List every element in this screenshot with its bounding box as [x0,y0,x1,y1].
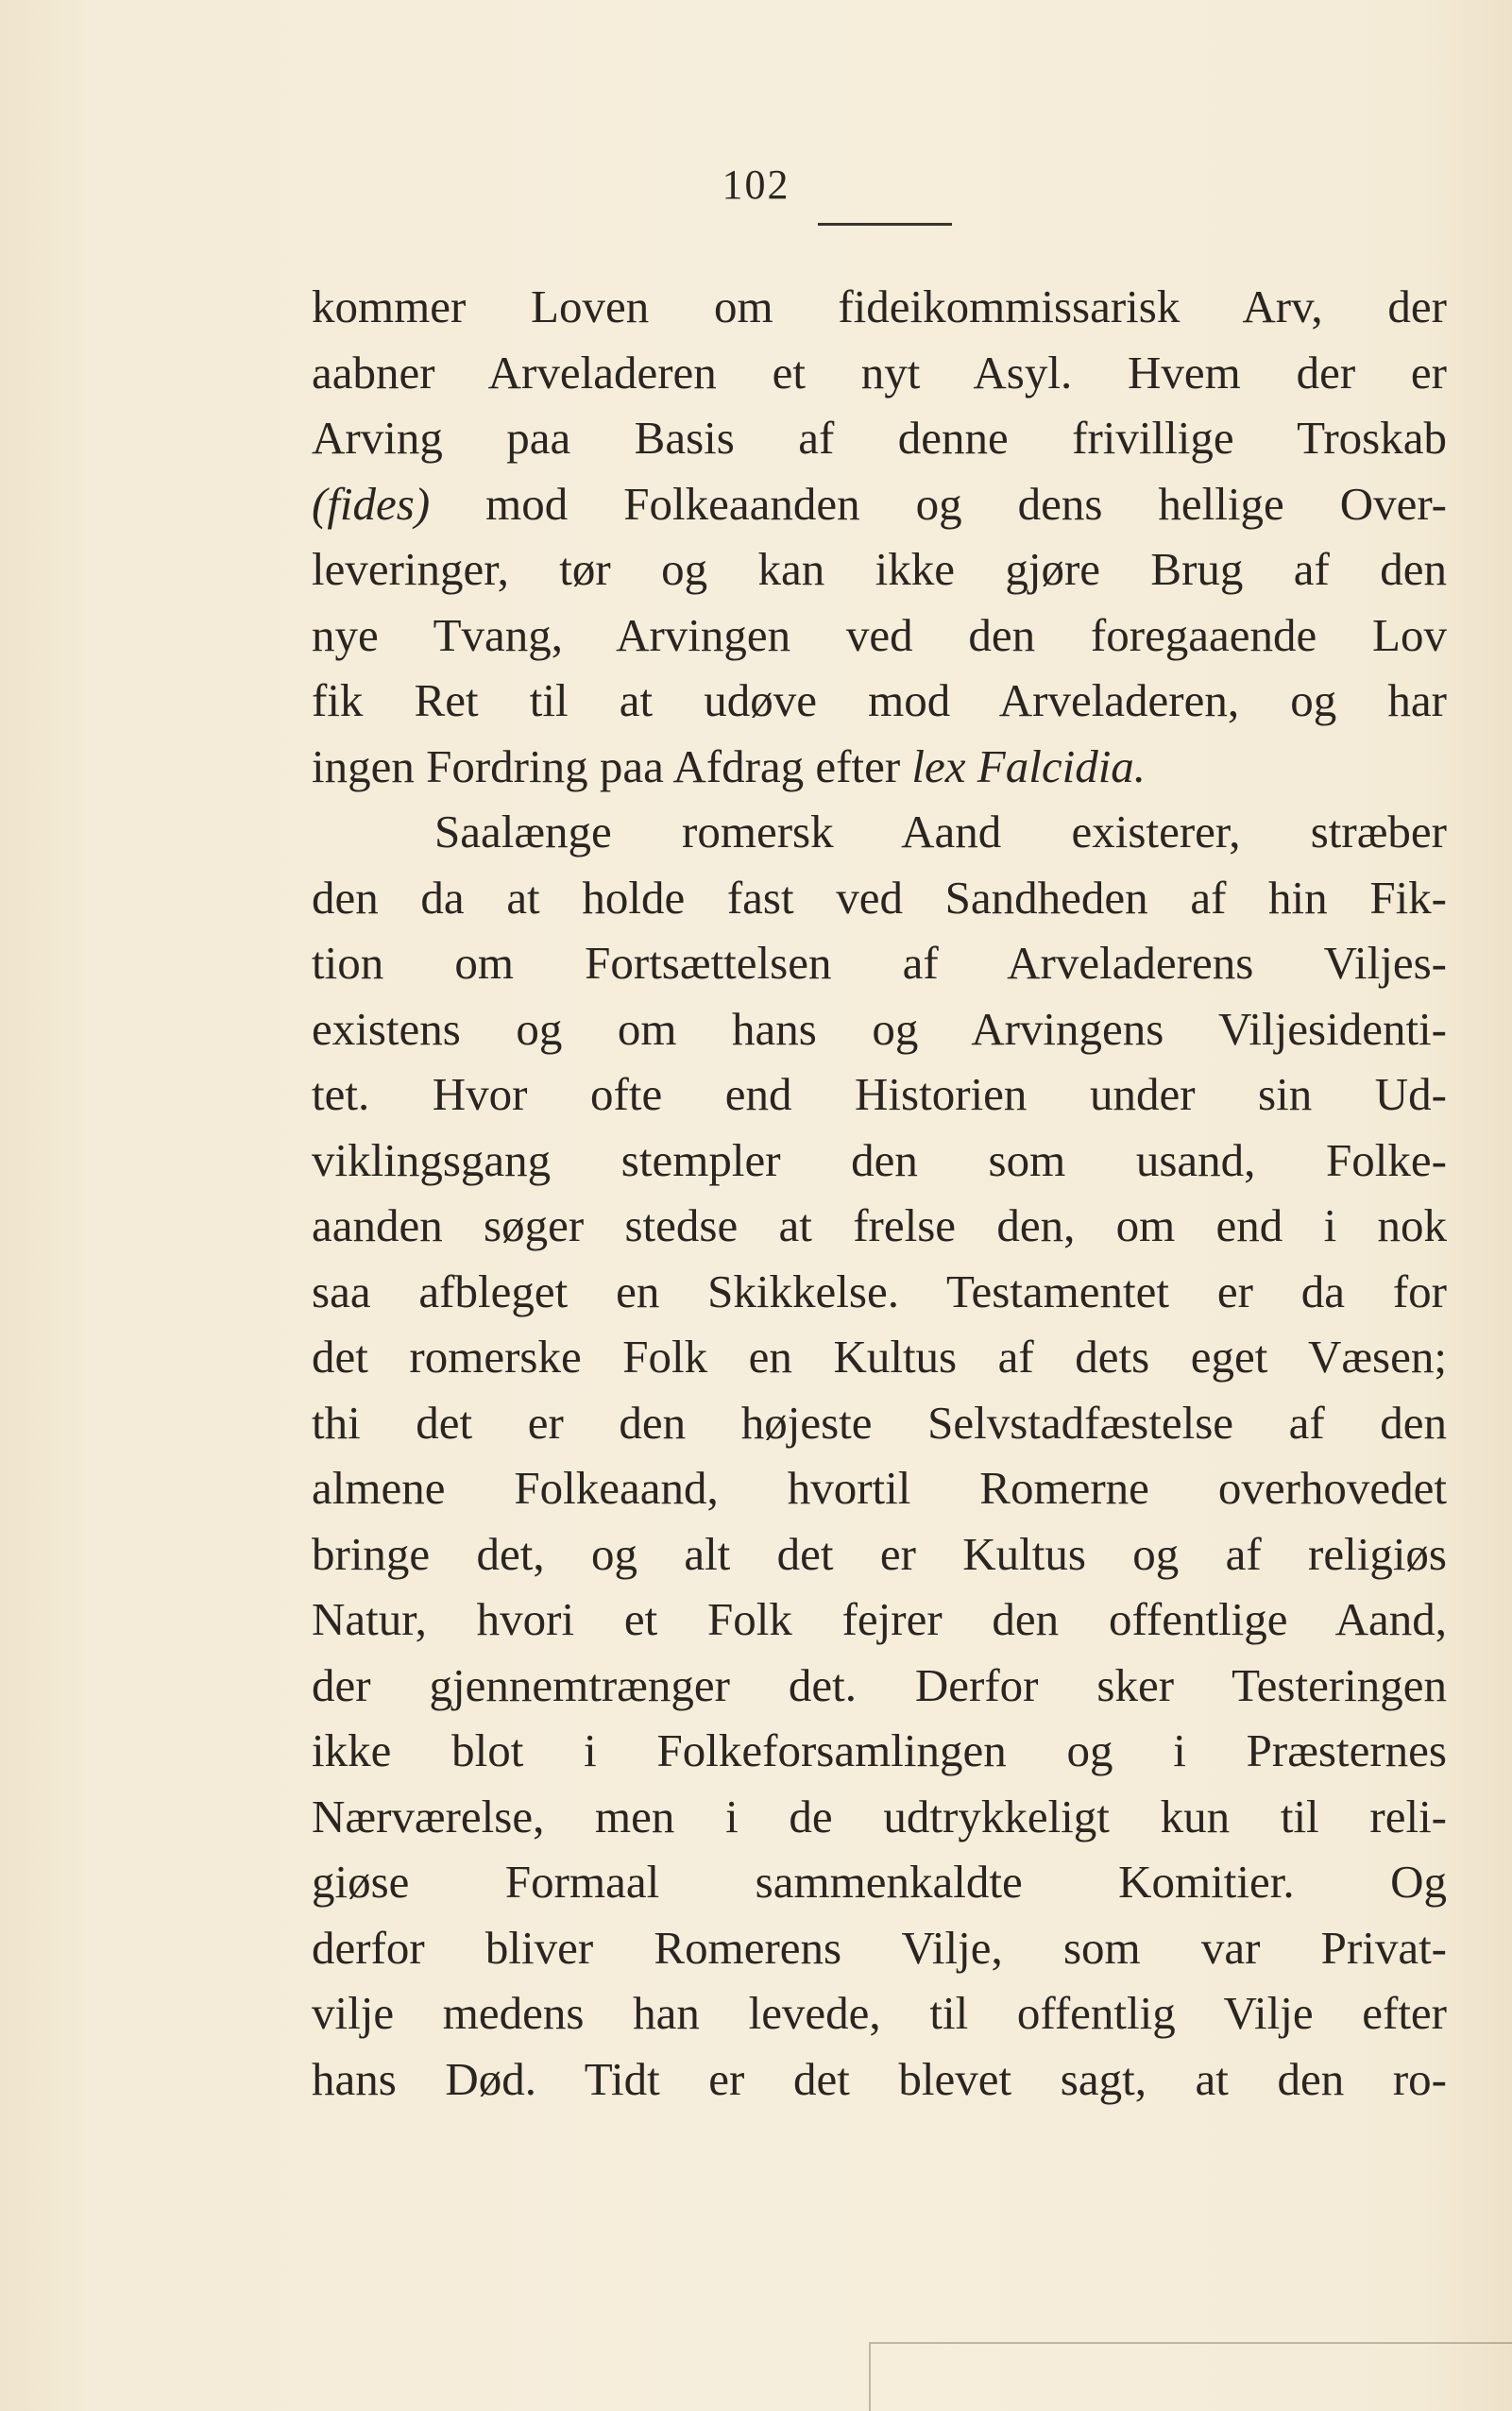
text-run: hans Død. Tidt er det blevet sagt, at den ro- [312,2052,1447,2105]
text-line [312,996,1447,1062]
paper-edge-mark [869,2342,1512,2411]
text-line [312,536,1447,603]
text-line [312,1061,1447,1128]
text-line [312,274,1447,340]
body-text [312,274,1447,2112]
text-run: aabner Arveladeren et nyt Asyl. Hvem der er [312,346,1447,399]
text-run: saa afbleget en Skikkelse. Testamentet er da for [312,1265,1447,1317]
text-run: leveringer, tør og kan ikke gjøre Brug af den [312,543,1447,595]
text-line [312,2046,1447,2113]
text-line [312,1587,1447,1653]
text-line [312,1521,1447,1588]
text-line [312,734,1447,800]
text-run: nye Tvang, Arvingen ved den foregaaende Lov [312,608,1447,661]
text-run: viklingsgang stempler den som usand, Folke- [312,1133,1447,1186]
text-line [312,1455,1447,1521]
text-line [312,1390,1447,1456]
text-run: fik Ret til at udøve mod Arveladeren, og har [312,674,1447,726]
text-line [312,1653,1447,1719]
text-run: aanden søger stedse at frelse den, om end i nok [312,1199,1447,1251]
text-line [312,603,1447,669]
text-run: vilje medens han levede, til offentlig Vilje efter [312,1987,1447,2039]
text-run: der gjennemtrænger det. Derfor sker Testeringen [312,1658,1447,1711]
text-line [312,1784,1447,1850]
text-run: det romerske Folk en Kultus af dets eget Væsen; [312,1331,1447,1383]
text-line [312,340,1447,406]
text-line [312,1718,1447,1784]
text-line [312,471,1447,537]
text-line [312,1849,1447,1915]
italic-text: (fides) [312,477,431,530]
text-line [312,1128,1447,1194]
text-line [312,405,1447,471]
text-line [312,1980,1447,2046]
text-line [312,1259,1447,1325]
text-run: kommer Loven om fideikommissarisk Arv, der [312,280,1447,332]
page-number: 102 [722,161,790,208]
text-run: tet. Hvor ofte end Historien under sin Ud- [312,1068,1447,1120]
text-run: ingen Fordring paa Afdrag efter [312,739,912,792]
text-run: almene Folkeaand, hvortil Romerne overhovedet [312,1462,1447,1514]
page-number-rule [818,223,952,226]
text-line [312,865,1447,931]
text-run: existens og om hans og Arvingens Viljesidenti- [312,1002,1447,1055]
text-run: giøse Formaal sammenkaldte Komitier. Og [312,1856,1447,1908]
text-line [312,1193,1447,1259]
text-run: Arving paa Basis af denne frivillige Troskab [312,412,1447,464]
text-run: Saalænge romersk Aand existerer, stræber [434,806,1447,857]
text-run: tion om Fortsættelsen af Arveladerens Viljes- [312,937,1447,989]
text-line [312,930,1447,996]
text-run: Nærværelse, men i de udtrykkeligt kun til reli- [312,1790,1447,1842]
text-run: derfor bliver Romerens Vilje, som var Privat- [312,1921,1447,1974]
italic-text: lex Falcidia. [911,739,1147,792]
text-line [312,1915,1447,1981]
text-line [312,1324,1447,1390]
text-run: mod Folkeaanden og dens hellige Over- [430,477,1447,530]
text-line [312,799,1447,865]
text-line [312,668,1447,734]
text-run: den da at holde fast ved Sandheden af hin Fik- [312,871,1447,924]
text-run: bringe det, og alt det er Kultus og af religiøs [312,1527,1447,1580]
text-run: ikke blot i Folkeforsamlingen og i Præsternes [312,1724,1447,1776]
text-run: Natur, hvori et Folk fejrer den offentlige Aand, [312,1593,1447,1645]
text-run: thi det er den højeste Selvstadfæstelse af den [312,1396,1447,1449]
